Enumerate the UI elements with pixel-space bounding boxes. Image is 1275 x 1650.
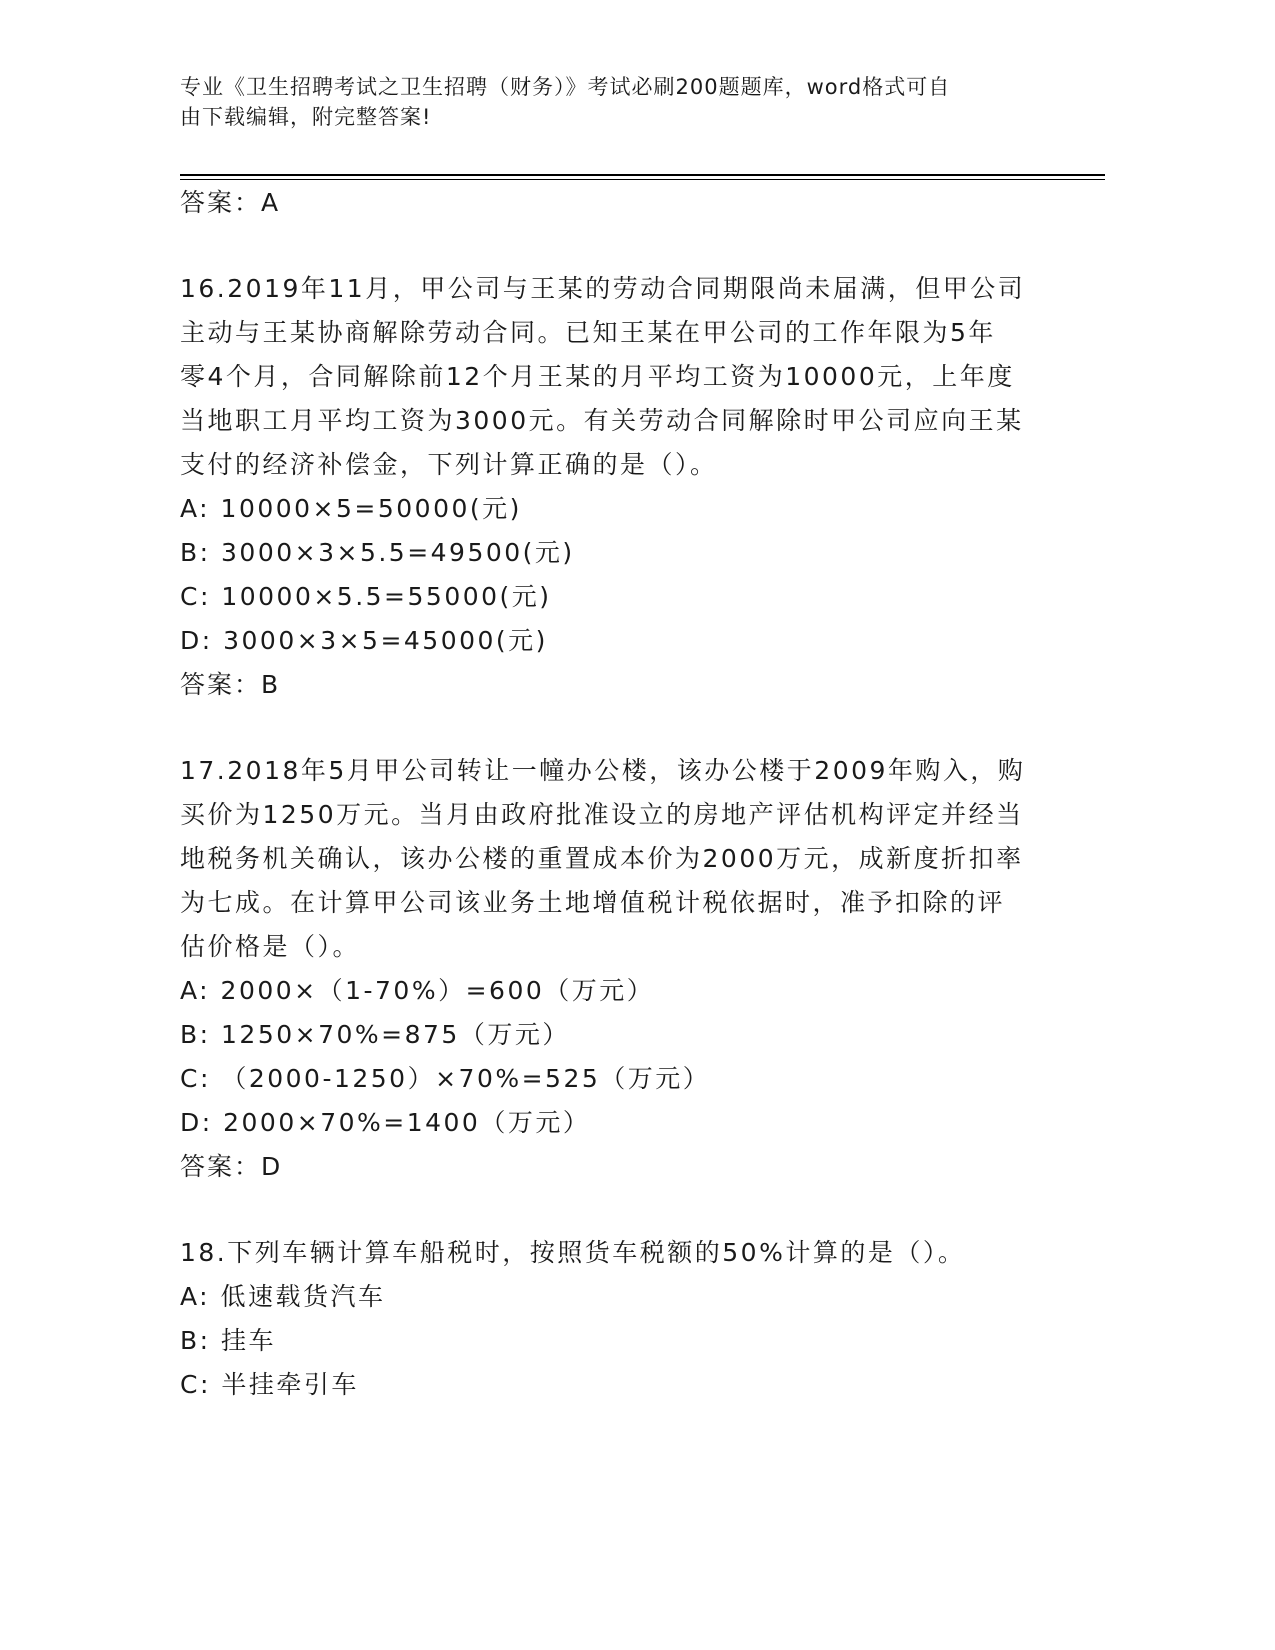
question-16-option-c: C: 10000×5.5=55000(元) bbox=[180, 582, 552, 611]
question-16-stem-line: 支付的经济补偿金，下列计算正确的是（）。 bbox=[180, 450, 718, 479]
question-16-stem-line: 主动与王某协商解除劳动合同。已知王某在甲公司的工作年限为5年 bbox=[180, 318, 996, 347]
header-rule-thick bbox=[180, 174, 1105, 176]
question-17-option-a: A: 2000×（1-70%）=600（万元） bbox=[180, 976, 655, 1005]
question-17-option-d: D: 2000×70%=1400（万元） bbox=[180, 1108, 591, 1137]
question-17-stem-line: 买价为1250万元。当月由政府批准设立的房地产评估机构评定并经当 bbox=[180, 800, 1024, 829]
spacer bbox=[180, 707, 1060, 749]
question-16-stem-line: 零4个月，合同解除前12个月王某的月平均工资为10000元，上年度 bbox=[180, 362, 1015, 391]
question-17-stem-line: 为七成。在计算甲公司该业务土地增值税计税依据时，准予扣除的评 bbox=[180, 888, 1006, 917]
question-16-stem-line: 当地职工月平均工资为3000元。有关劳动合同解除时甲公司应向王某 bbox=[180, 406, 1024, 435]
question-16-stem-line: 16.2019年11月，甲公司与王某的劳动合同期限尚未届满，但甲公司 bbox=[180, 274, 1026, 303]
question-17-stem-line: 地税务机关确认，该办公楼的重置成本价为2000万元，成新度折扣率 bbox=[180, 844, 1024, 873]
question-18-option-a: A: 低速载货汽车 bbox=[180, 1282, 386, 1311]
page-header bbox=[180, 72, 1060, 132]
question-16-option-a: A: 10000×5=50000(元) bbox=[180, 494, 522, 523]
header-rule-thin bbox=[180, 179, 1105, 180]
question-16 bbox=[180, 267, 1060, 707]
spacer bbox=[180, 225, 1060, 267]
question-16-option-b: B: 3000×3×5.5=49500(元) bbox=[180, 538, 575, 567]
question-18-option-b: B: 挂车 bbox=[180, 1326, 277, 1355]
header-line-1: 专业《卫生招聘考试之卫生招聘（财务）》考试必刷200题题库，word格式可自 bbox=[180, 75, 951, 99]
answer-17: 答案：D bbox=[180, 1152, 283, 1181]
spacer bbox=[180, 1189, 1060, 1231]
question-17-stem-line: 17.2018年5月甲公司转让一幢办公楼，该办公楼于2009年购入，购 bbox=[180, 756, 1026, 785]
question-16-option-d: D: 3000×3×5=45000(元) bbox=[180, 626, 548, 655]
question-17 bbox=[180, 749, 1060, 1189]
question-17-option-b: B: 1250×70%=875（万元） bbox=[180, 1020, 570, 1049]
question-17-stem-line: 估价格是（）。 bbox=[180, 932, 361, 961]
question-18-option-c: C: 半挂牵引车 bbox=[180, 1370, 359, 1399]
question-content bbox=[180, 181, 1060, 1407]
answer-15: 答案：A bbox=[180, 188, 281, 217]
question-18 bbox=[180, 1231, 1060, 1407]
header-line-2: 由下载编辑，附完整答案! bbox=[180, 105, 432, 129]
question-17-option-c: C: （2000-1250）×70%=525（万元） bbox=[180, 1064, 711, 1093]
question-18-stem-line: 18.下列车辆计算车船税时，按照货车税额的50%计算的是（）。 bbox=[180, 1238, 966, 1267]
answer-16: 答案：B bbox=[180, 670, 281, 699]
